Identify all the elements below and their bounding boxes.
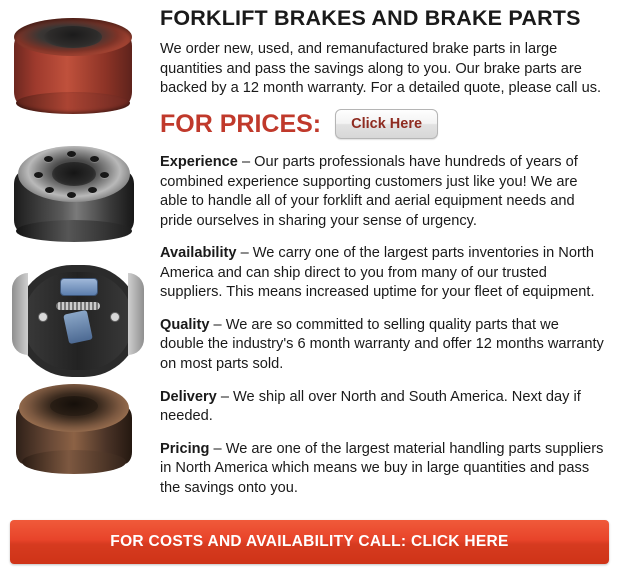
drum-bolt-hole <box>34 172 43 178</box>
wheel-cylinder <box>60 278 98 296</box>
red-drum-graphic <box>14 18 132 118</box>
feature-delivery <box>160 388 605 427</box>
hold-down-pin <box>110 312 120 322</box>
dark-drum-graphic <box>14 146 134 246</box>
intro-paragraph: We order new, used, and remanufactured brake parts in large quantities and pass the savings along to you. Our brake parts are backed by a 12 month warranty. For a detailed quote, please call us. <box>160 41 602 97</box>
drum-bolt-hole <box>45 187 54 193</box>
page-title: FORKLIFT BRAKES AND BRAKE PARTS <box>160 6 581 30</box>
red-brake-drum-image <box>0 8 160 138</box>
for-prices-label: FOR PRICES: <box>160 109 322 138</box>
feature-pricing-dash: – <box>209 440 226 457</box>
feature-availability-heading: Availability <box>160 245 237 262</box>
bronze-drum-lip <box>22 450 126 474</box>
feature-pricing-heading: Pricing <box>160 440 210 457</box>
dark-brake-drum-image <box>0 138 160 256</box>
feature-experience-heading: Experience <box>160 154 238 171</box>
text-content-column <box>160 0 619 511</box>
feature-delivery-heading: Delivery <box>160 388 217 405</box>
click-here-button[interactable]: Click Here <box>335 109 438 139</box>
drum-bolt-hole <box>100 172 109 178</box>
feature-quality-heading: Quality <box>160 316 210 333</box>
for-prices-row <box>160 109 605 139</box>
dark-drum-hub <box>52 162 96 186</box>
feature-quality <box>160 316 605 375</box>
feature-quality-dash: – <box>209 316 226 333</box>
bronze-drum-bore <box>50 396 98 416</box>
product-image-column <box>0 0 160 511</box>
brake-lining-left <box>12 273 28 355</box>
bronze-drum-graphic <box>16 384 132 480</box>
feature-experience <box>160 153 605 231</box>
brake-shoes-image <box>0 256 160 374</box>
hold-down-pin <box>38 312 48 322</box>
feature-availability-body: We carry one of the largest parts inventories in North America and can ship direct to you from many of our trusted suppliers. This means increased uptime for your fleet of equipment. <box>160 245 595 301</box>
feature-experience-dash: – <box>237 154 255 171</box>
red-drum-lip <box>16 92 130 114</box>
bronze-brake-drum-image <box>0 374 160 492</box>
call-to-action-banner[interactable]: FOR COSTS AND AVAILABILITY CALL: CLICK HERE <box>10 520 609 564</box>
feature-pricing-body: We are one of the largest material handling parts suppliers in North America which means we buy in large quantities and pass the savings onto you. <box>160 440 604 496</box>
brake-shoes-graphic <box>10 262 146 366</box>
feature-availability-dash: – <box>236 245 253 262</box>
feature-quality-body: We are so committed to selling quality parts that we double the industry's 6 month warranty and offer 12 months warranty on most parts sold. <box>160 316 604 372</box>
dark-drum-lip <box>16 220 132 242</box>
return-spring <box>56 302 100 310</box>
brake-lining-right <box>128 273 144 355</box>
drum-bolt-hole <box>67 151 76 157</box>
feature-delivery-body: We ship all over North and South America. Next day if needed. <box>160 388 581 425</box>
red-drum-bore <box>44 26 102 48</box>
drum-bolt-hole <box>44 156 53 162</box>
drum-bolt-hole <box>88 187 97 193</box>
drum-bolt-hole <box>67 192 76 198</box>
drum-bolt-hole <box>90 156 99 162</box>
feature-experience-body: Our parts professionals have hundreds of years of combined experience supporting customers just like you! We are able to handle all of your forklift and aerial equipment needs and pride ourselves in sharing your sense of urgency. <box>160 154 578 229</box>
feature-pricing <box>160 440 605 499</box>
feature-delivery-dash: – <box>216 388 234 405</box>
feature-availability <box>160 244 605 303</box>
